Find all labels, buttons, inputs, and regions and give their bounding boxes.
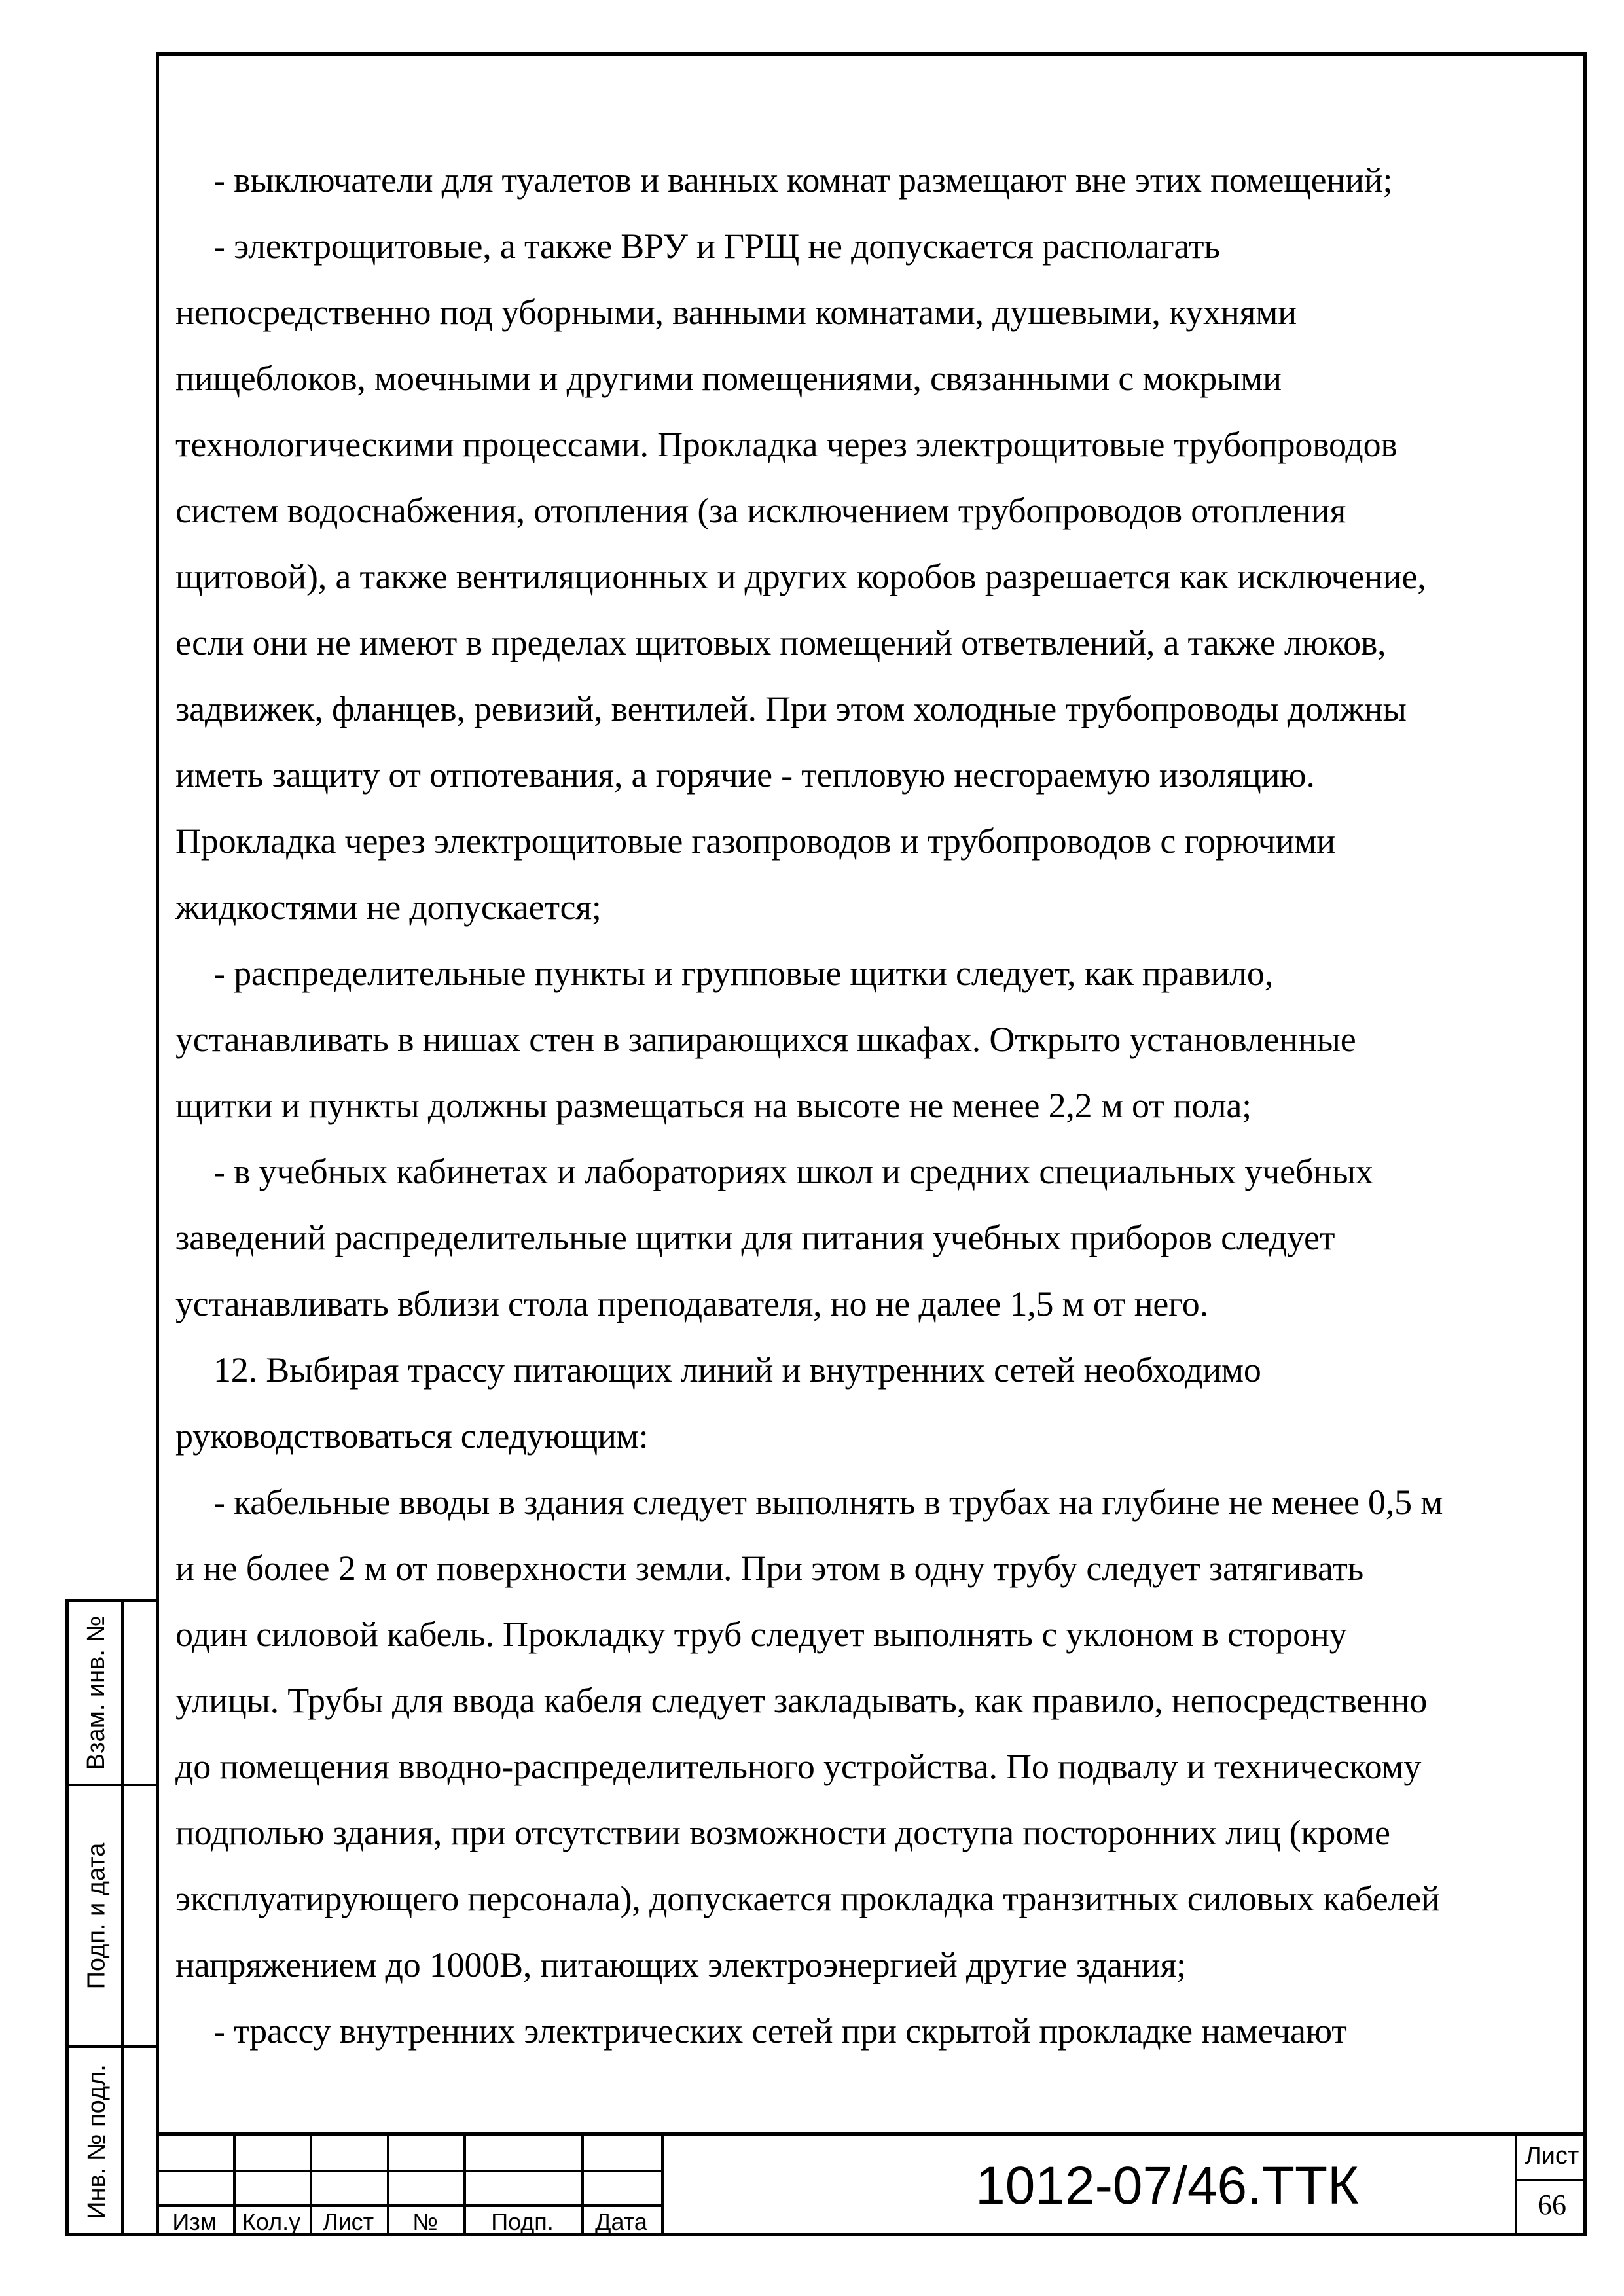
title-block-column-line [661, 2136, 664, 2236]
paragraph: - распределительные пункты и групповые щитки следует, как правило, [213, 954, 1274, 993]
paragraph: - кабельные вводы в здания следует выполнять в трубах на глубине не менее 0,5 м [213, 1482, 1443, 1522]
replaced-inventory-label: Взам. инв. № [82, 1615, 111, 1770]
title-block-row-line [156, 2204, 661, 2207]
column-header-date: Дата [595, 2208, 647, 2235]
title-block [156, 2132, 1587, 2236]
document-body [175, 147, 1570, 2064]
sheet-label: Лист [1525, 2142, 1579, 2170]
paragraph: - электрощитовые, а также ВРУ и ГРЩ не допускается располагать [213, 226, 1220, 266]
column-header-quantity: Кол.у [242, 2208, 301, 2235]
paragraph: устанавливать в нишах стен в запирающихся шкафах. Открыто установленные щитки и пункты должны размещаться на высоте не менее 2,2 м от пола; [175, 1020, 1356, 1125]
original-inventory-label: Инв. № подл. [82, 2064, 111, 2219]
paragraph: заведений распределительные щитки для питания учебных приборов следует устанавливать вблизи стола преподавателя, но не далее 1,5 м от него. [175, 1218, 1335, 1323]
side-stamp-divider [121, 1602, 124, 2233]
paragraph: руководствоваться следующим: [175, 1416, 649, 1456]
paragraph: - выключатели для туалетов и ванных комнат размещают вне этих помещений; [213, 160, 1393, 200]
title-block-row-line [156, 2170, 661, 2172]
column-header-signature: Подп. [491, 2208, 554, 2235]
side-stamp [65, 1599, 156, 2236]
paragraph: и не более 2 м от поверхности земли. При этом в одну трубу следует затягивать один силовой кабель. Прокладку труб следует выполнять с уклоном в сторону улицы. Трубы для ввода кабеля следует закладывать, как правило, непосредственно до помещения вводно-распределительного устройства. По подвалу и техническому подполью здания, при отсутствии возможности доступа посторонних лиц (кроме эксплуатирующего персонала), допускается прокладка транзитных силовых кабелей напряжением до 1000В, питающих электроэнергией другие здания; [175, 1549, 1440, 1984]
column-header-change: Изм [172, 2208, 217, 2235]
signature-date-label: Подп. и дата [82, 1842, 111, 1989]
paragraph: 12. Выбирая трассу питающих линий и внутренних сетей необходимо [213, 1350, 1261, 1390]
sheet-number: 66 [1538, 2189, 1566, 2221]
column-header-number: № [412, 2208, 438, 2235]
document-code: 1012-07/46.ТТК [975, 2156, 1359, 2215]
paragraph: непосредственно под уборными, ванными комнатами, душевыми, кухнями пищеблоков, моечными и другими помещениями, связанными с мокрыми технологическими процессами. Прокладка через электрощитовые трубопроводов систем водоснабжения, отопления (за исключением трубопроводов отопления щитовой), а также вентиляционных и других коробов разрешается как исключение, если они не имеют в пределах щитовых помещений ответвлений, а также люков, задвижек, фланцев, ревизий, вентилей. При этом холодные трубопроводы должны иметь защиту от отпотевания, а горячие - тепловую несгораемую изоляцию. Прокладка через электрощитовые газопроводов и трубопроводов с горючими жидкостями не допускается; [175, 293, 1426, 927]
column-header-sheet: Лист [322, 2208, 374, 2235]
paragraph: - трассу внутренних электрических сетей при скрытой прокладке намечают [213, 2011, 1347, 2051]
paragraph: - в учебных кабинетах и лабораториях школ и средних специальных учебных [213, 1152, 1373, 1191]
